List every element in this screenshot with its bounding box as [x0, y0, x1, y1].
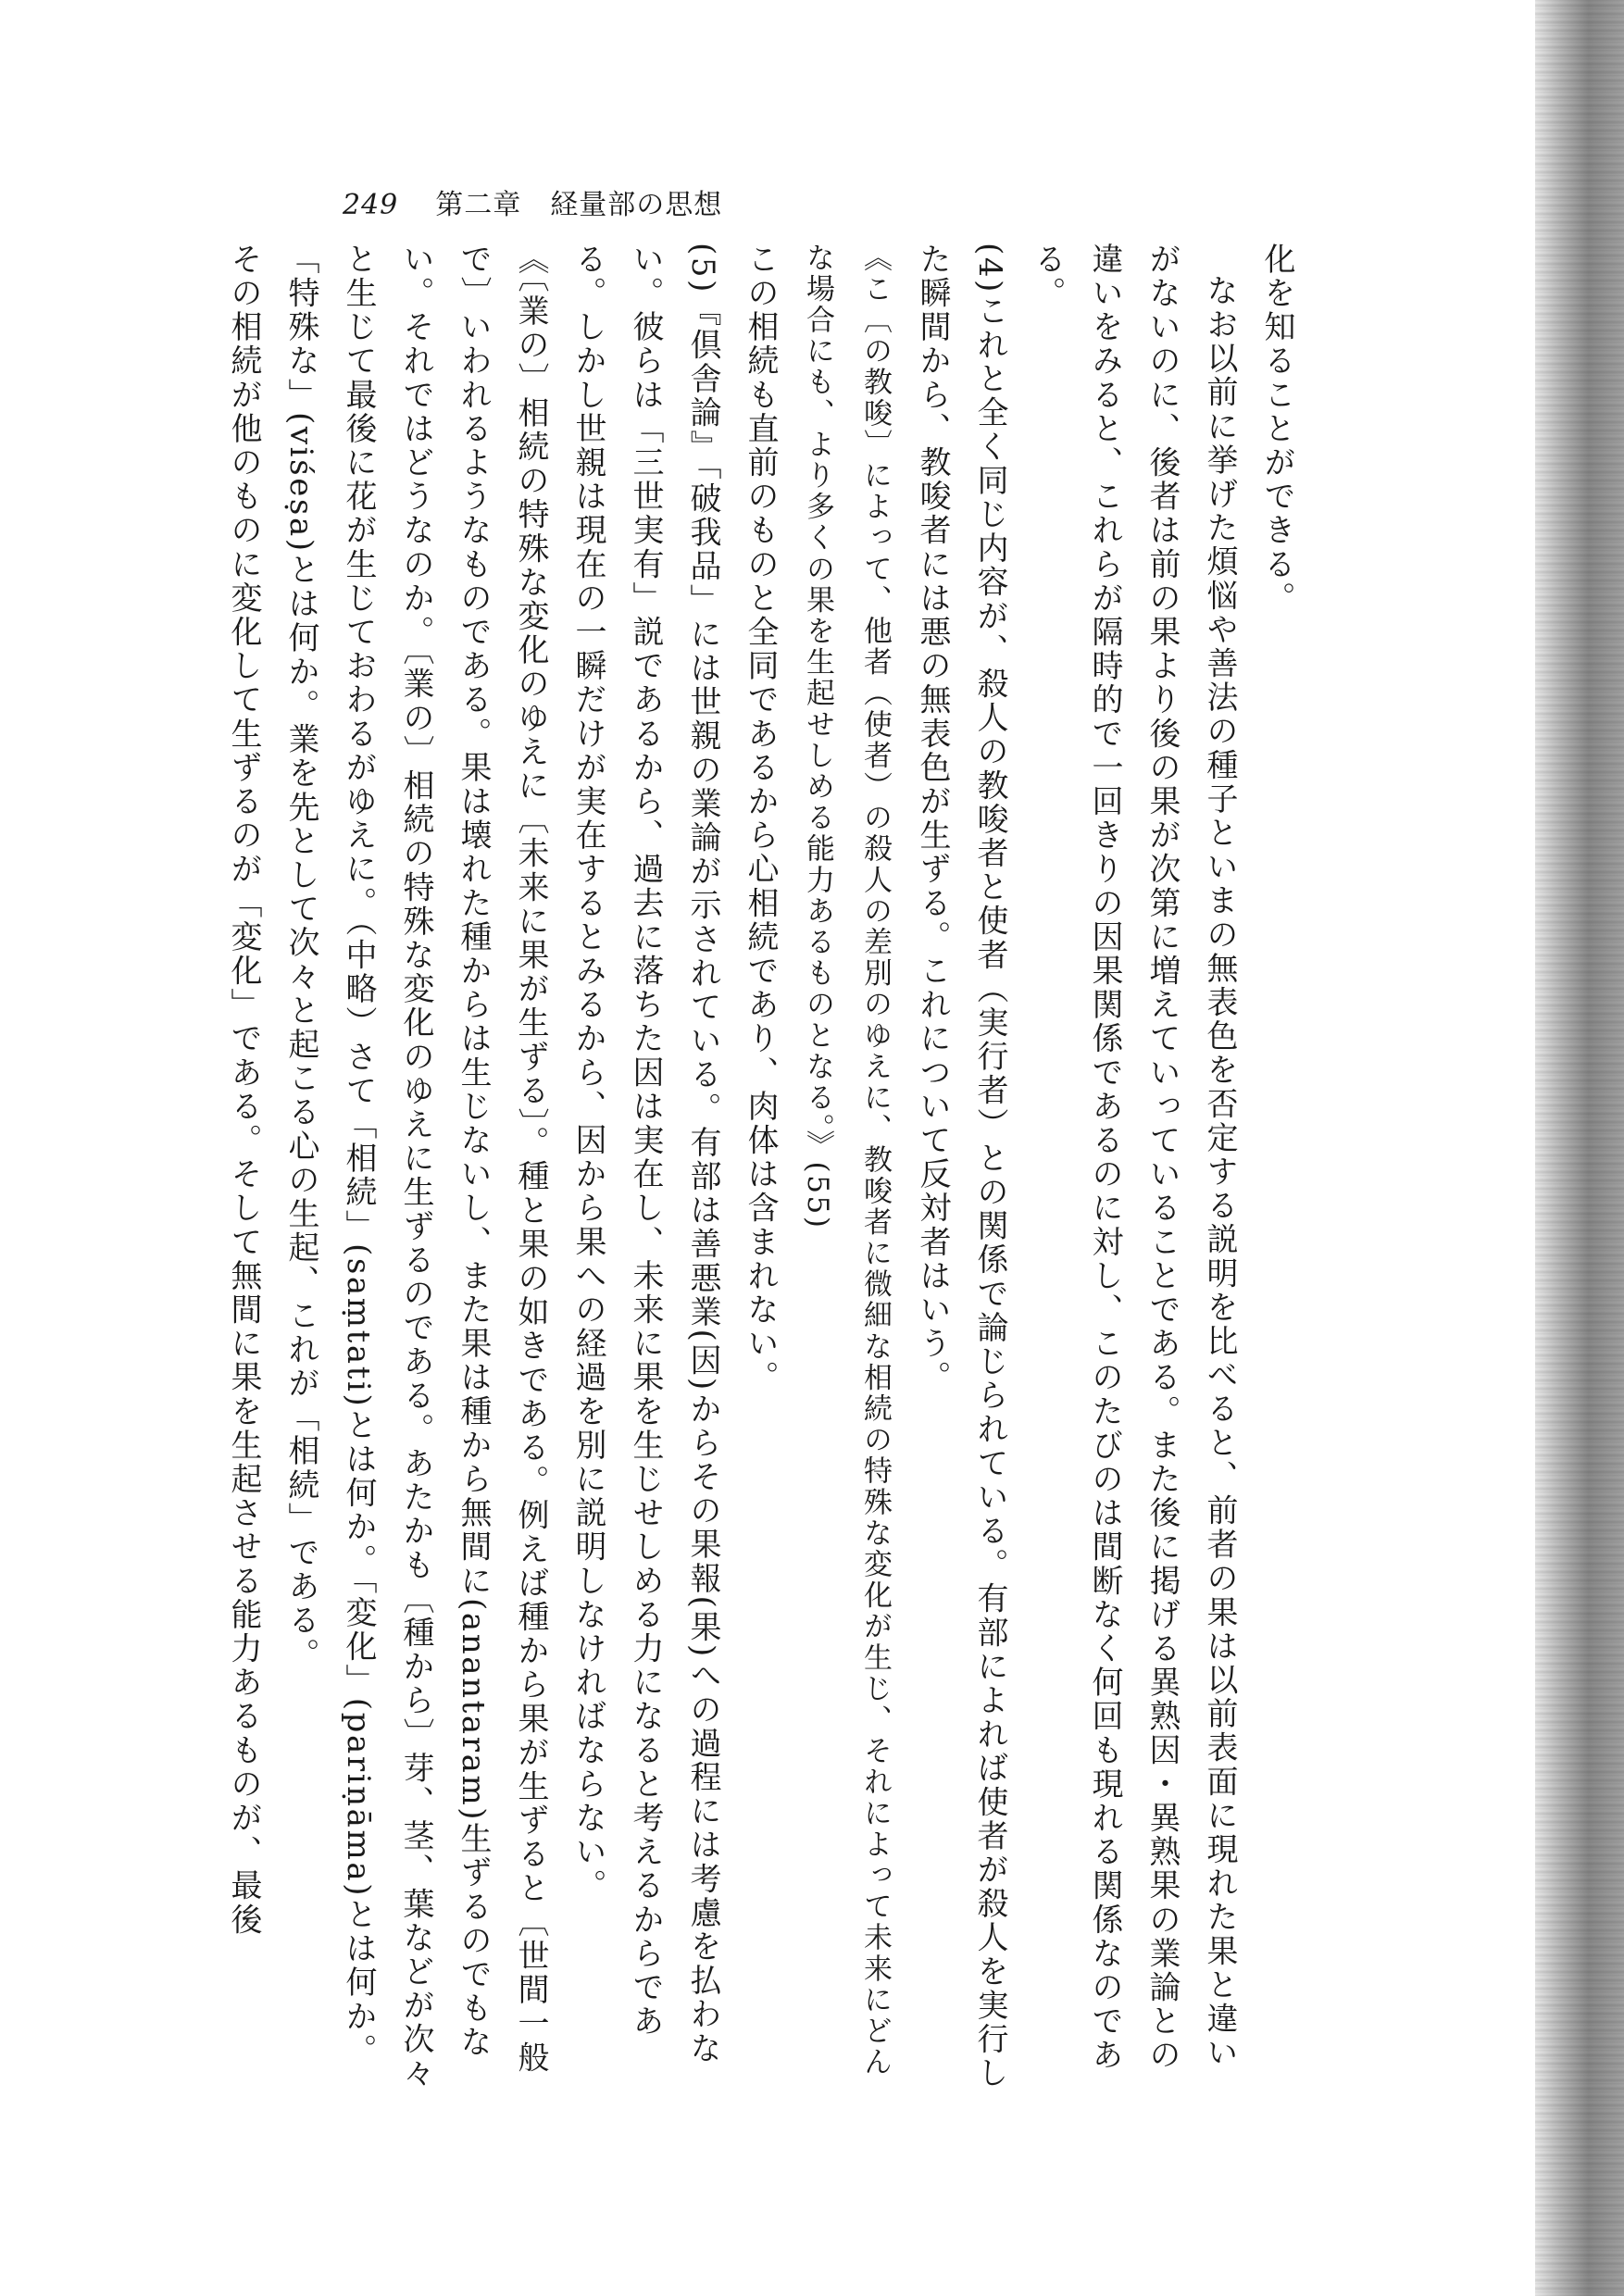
quotation-abhidharmakosa: 《〔業の〕相続の特殊な変化のゆえに〔未来に果が生ずる〕。種と果の如きである。例えば種から果が生ずると〔世間一般で〕いわれるようなものである。果は壊れた種からは生じないし、また果は種から無間に(anantaram)生ずるのでもない。それではどうなのか。〔業の〕相続の特殊な変化のゆえに生ずるのである。あたかも〔種から〕芽、茎、葉などが次々と生じて最後に花が生じておわるがゆえに。（中略）さて「相続」(saṃtati)とは何か。「変化」(pariṇāma)とは何か。「特殊な」(viśeṣa)とは何か。業を先として次々と起こる心の生起、これが「相続」である。 — [282, 243, 549, 2090]
paragraph-comparison: なお以前に挙げた煩悩や善法の種子といまの無表色を否定する説明を比べると、前者の果は以前表面に現れた果と違いがないのに、後者は前の果より後の果が次第に増えていっていることである。また後に掲げる異熟因・異熟果の業論との違いをみると、これらが隔時的で一回きりの因果関係であるのに対し、このたびのは間断なく何回も現れる関係なのである。 — [1029, 243, 1238, 2073]
quotation-abhidharmakosa-cont: その相続が他のものに変化して生ずるのが「変化」である。そして無間に果を生起させる能力あるものが、最後 — [225, 243, 262, 1937]
vertical-text-body — [225, 243, 1305, 2094]
scan-gutter-shadow — [1535, 0, 1624, 2296]
page-number: 249 — [343, 189, 399, 221]
paragraph-item-4: (4)これと全く同じ内容が、殺人の教唆者と使者（実行者）との関係で論じられている。有部によれば使者が殺人を実行した瞬間から、教唆者には悪の無表色が生ずる。これについて反対者はいう。 — [914, 243, 1008, 2090]
paragraph-item-5: (5)『倶舎論』「破我品」には世親の業論が示されている。有部は善悪業(因)からその果報(果)への過程には考慮を払わない。彼らは「三世実有」説であるから、過去に落ちた因は実在し、未来に果を生じせしめる力になると考えるからである。しかし世親は現在の一瞬だけが実在するとみるから、因から果への経過を別に説明しなければならない。 — [569, 243, 721, 2066]
chapter-title: 第二章 経量部の思想 — [435, 189, 723, 221]
paragraph-mind-continuum: この相続も直前のものと全同であるから心相続であり、肉体は含まれない。 — [742, 243, 779, 1395]
running-head — [343, 181, 1046, 231]
paragraph-continuation: 化を知ることができる。 — [1258, 243, 1295, 616]
quotation-instigator: 《こ〔の教唆〕によって、他者（使者）の殺人の差別のゆえに、教唆者に微細な相続の特殊な変化が生じ、それによって未来にどんな場合にも、より多くの果を生起せしめる能力あるものとなる。》(55) — [801, 243, 892, 2078]
